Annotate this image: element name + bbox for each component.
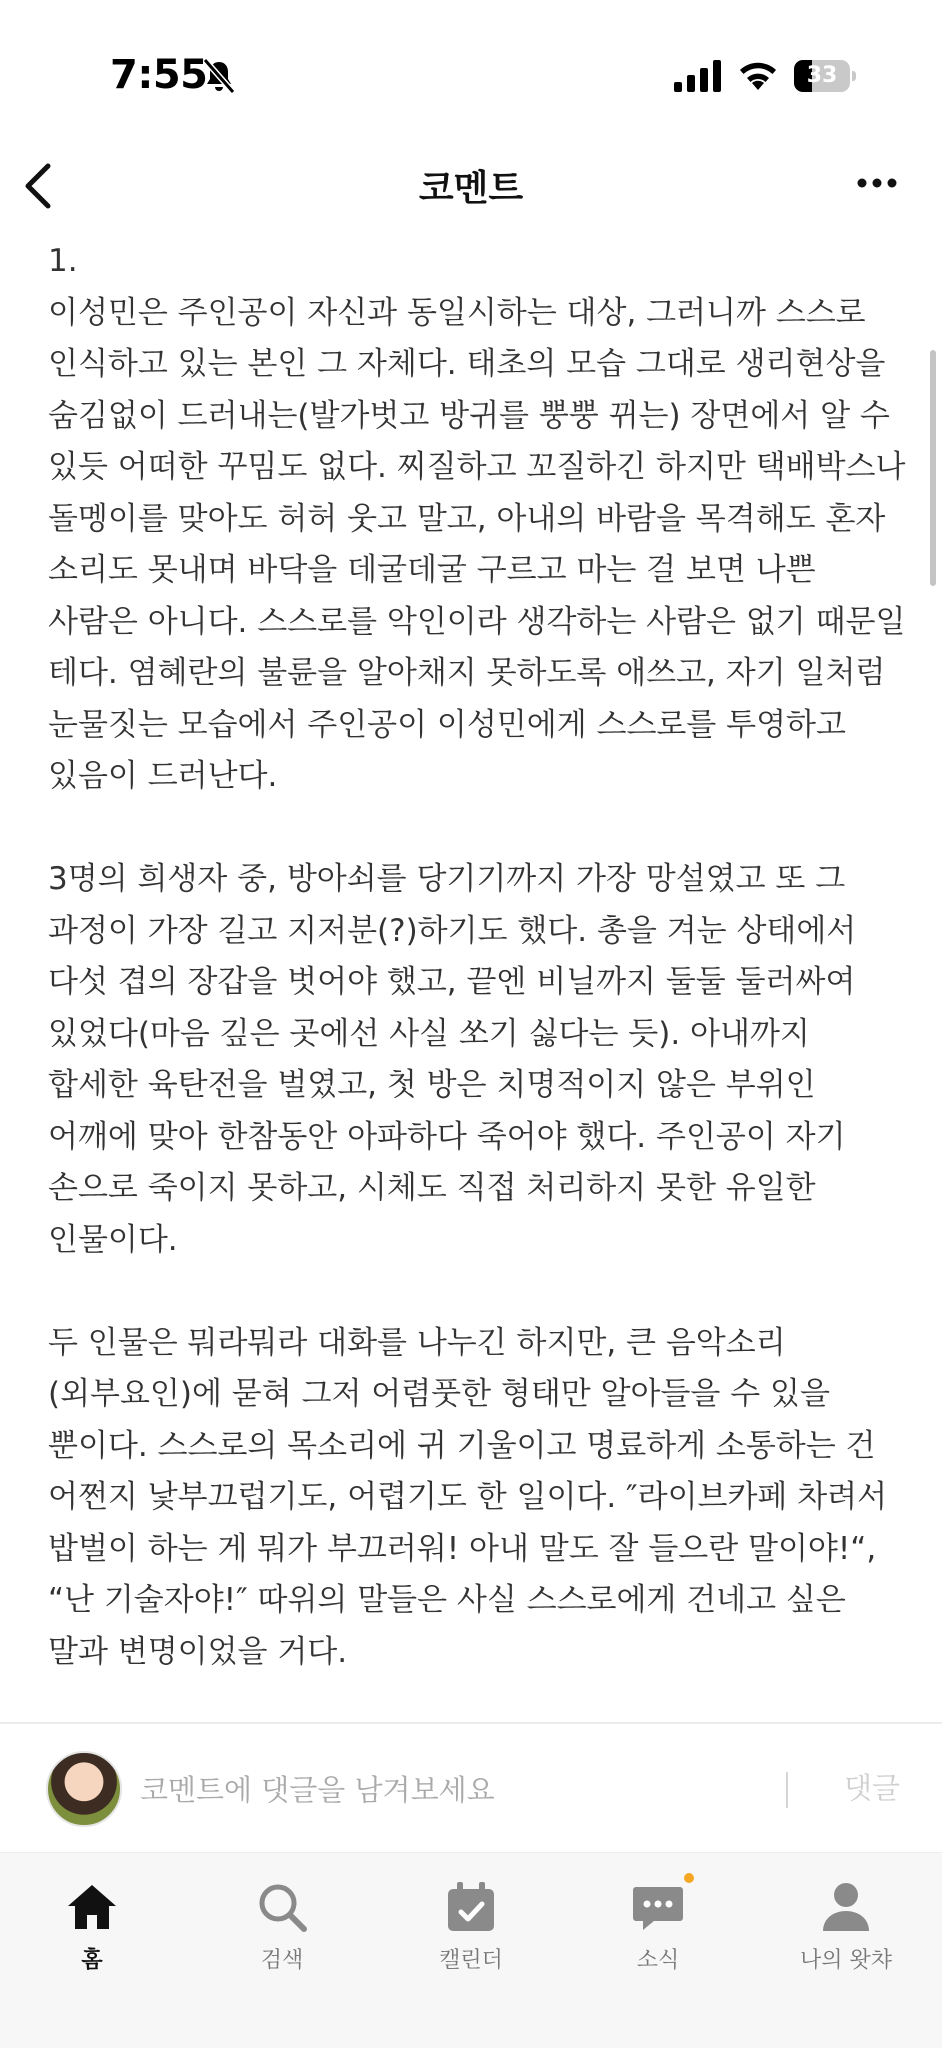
battery-body: [794, 60, 850, 92]
comment-paragraph: 1. 이성민은 주인공이 자신과 동일시하는 대상, 그러니까 스스로 인식하고 있는 본인 그 자체다. 태초의 모습 그대로 생리현상을 숨김없이 드러내는(발가벗고 방귀를 뿡뿡 뀌는) 장면에서 알 수 있듯 어떠한 꾸밈도 없다. 찌질하고 꼬질하긴 하지만 택배박스나 돌멩이를 맞아도 허허 웃고 말고, 아내의 바람을 목격해도 혼자 소리도 못내며 바닥을 데굴데굴 구르고 마는 걸 보면 나쁜 사람은 아니다. 스스로를 악인이라 생각하는 사람은 없기 때문일 테다. 염혜란의 불륜을 알아채지 못하도록 애쓰고, 자기 일처럼 눈물짓는 모습에서 주인공이 이성민에게 스스로를 투영하고 있음이 드러난다.: [48, 243, 906, 794]
reply-input[interactable]: [140, 1766, 740, 1814]
status-bar: [0, 0, 942, 150]
tab-label: 검색: [260, 1948, 304, 1973]
more-options-icon[interactable]: [852, 170, 902, 196]
divider: [786, 1772, 788, 1808]
avatar: [46, 1751, 122, 1827]
search-icon: [254, 1879, 310, 1935]
comment-body: [48, 236, 908, 1698]
reply-bar: [0, 1722, 942, 1852]
bell-muted-icon: [202, 58, 236, 94]
status-time: 7:55: [110, 52, 208, 98]
calendar-icon: [443, 1879, 499, 1935]
tab-my-watcha[interactable]: [766, 1871, 926, 1981]
tab-calendar[interactable]: [391, 1871, 551, 1981]
notification-dot: [684, 1873, 694, 1883]
tab-bar: [0, 1852, 942, 2048]
battery-percent: 33: [806, 63, 838, 88]
comment-paragraph: 두 인물은 뭐라뭐라 대화를 나누긴 하지만, 큰 음악소리(외부요인)에 묻혀 그저 어렴풋한 형태만 알아들을 수 있을 뿐이다. 스스로의 목소리에 귀 기울이고 명료하게 소통하는 건 어쩐지 낯부끄럽기도, 어렵기도 한 일이다. ″라이브카페 차려서 밥벌이 하는 게 뭐가 부끄러워! 아내 말도 잘 들으란 말이야!“, “난 기술자야!″ 따위의 말들은 사실 스스로에게 건네고 싶은 말과 변명이었을 거다.: [48, 1324, 888, 1670]
chat-bubble-icon: [630, 1879, 686, 1935]
tab-news[interactable]: [578, 1871, 738, 1981]
battery-cap: [852, 71, 856, 81]
scrollbar[interactable]: [930, 350, 936, 586]
page-title: 코멘트: [418, 168, 524, 209]
comment-paragraph: 3명의 희생자 중, 방아쇠를 당기기까지 가장 망설였고 또 그 과정이 가장 길고 지저분(?)하기도 했다. 총을 겨눈 상태에서 다섯 겹의 장갑을 벗어야 했고, 끝엔 비닐까지 둘둘 둘러싸여 있었다(마음 깊은 곳에선 사실 쏘기 싫다는 듯). 아내까지 합세한 육탄전을 벌였고, 첫 방은 치명적이지 않은 부위인 어깨에 맞아 한참동안 아파하다 죽어야 했다. 주인공이 자기 손으로 죽이지 못하고, 시체도 직접 처리하지 못한 유일한 인물이다.: [48, 861, 857, 1258]
tab-search[interactable]: [202, 1871, 362, 1981]
person-icon: [818, 1879, 874, 1935]
tab-home[interactable]: [12, 1871, 172, 1981]
tab-label: 홈: [81, 1948, 103, 1973]
tab-label: 나의 왓챠: [799, 1948, 892, 1973]
home-icon: [64, 1879, 120, 1935]
cellular-signal-icon: [674, 60, 722, 92]
tab-label: 캘린더: [439, 1948, 503, 1973]
reply-submit-button[interactable]: 댓글: [843, 1771, 900, 1805]
wifi-icon: [736, 56, 780, 92]
nav-bar: [0, 150, 942, 216]
tab-label: 소식: [636, 1948, 680, 1973]
battery-indicator: [794, 60, 856, 92]
